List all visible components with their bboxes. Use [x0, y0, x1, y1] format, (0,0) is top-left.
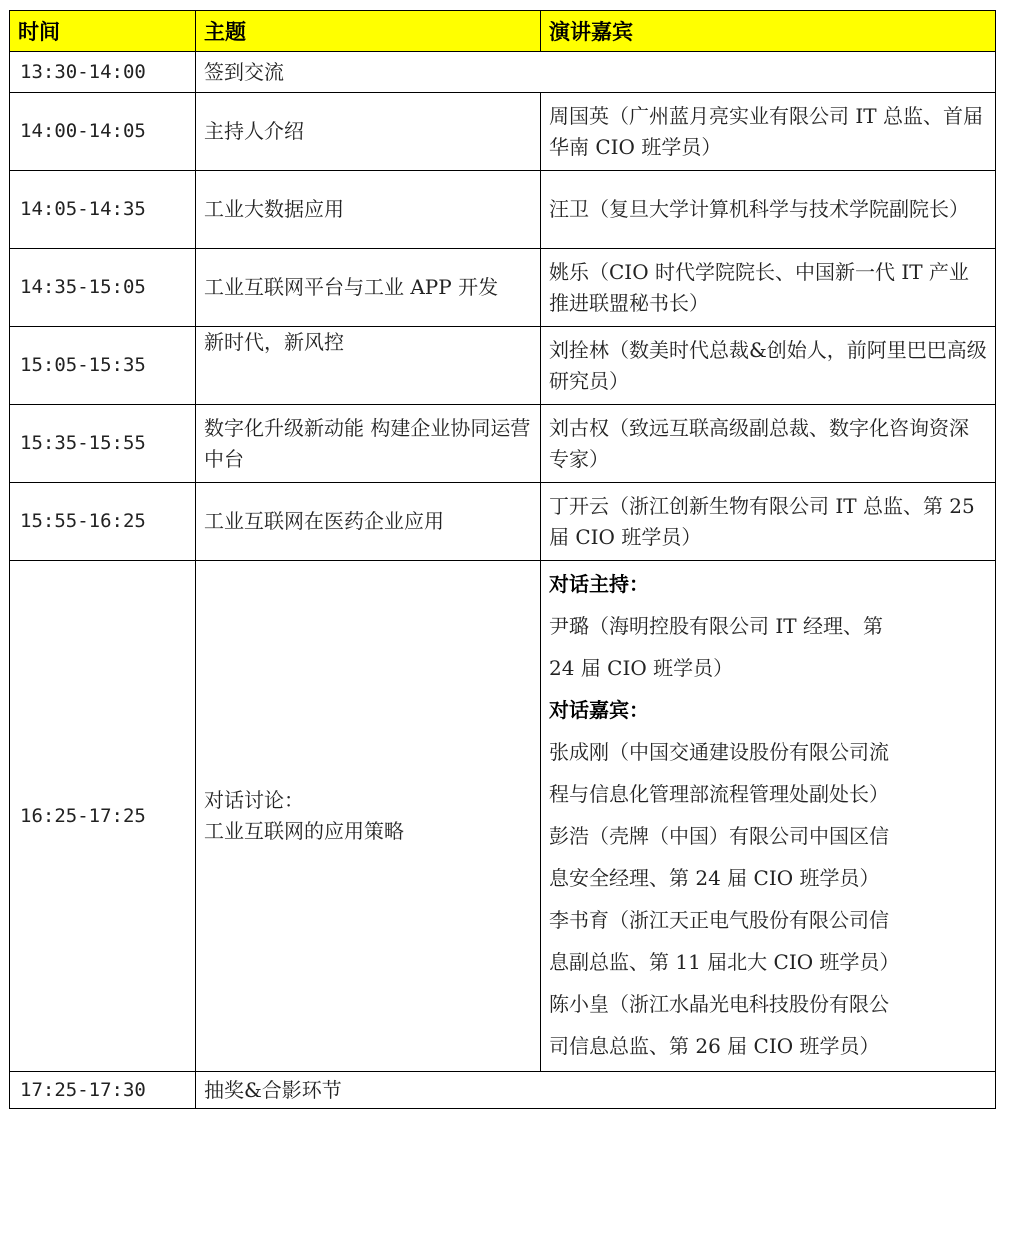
dialogue-topic-line: 工业互联网的应用策略: [204, 819, 404, 843]
header-row: [10, 11, 996, 52]
header-time: 时间: [10, 11, 196, 52]
time-cell: 13:30-14:00: [10, 52, 196, 93]
topic-cell: 工业互联网在医药企业应用: [196, 483, 541, 561]
guest-line: 息副总监、第 11 届北大 CIO 班学员）: [549, 950, 900, 974]
guest-line: 彭浩（壳牌（中国）有限公司中国区信: [549, 824, 889, 848]
time-cell: 15:55-16:25: [10, 483, 196, 561]
guest-line: 司信息总监、第 26 届 CIO 班学员）: [549, 1034, 880, 1058]
guest-line: 陈小皇（浙江水晶光电科技股份有限公: [549, 992, 889, 1016]
agenda-table: [9, 10, 996, 1109]
time-cell: 14:00-14:05: [10, 93, 196, 171]
host-line: 24 届 CIO 班学员）: [549, 656, 734, 680]
guest-line: 息安全经理、第 24 届 CIO 班学员）: [549, 866, 880, 890]
table-row: [10, 93, 996, 171]
dialogue-time-cell: 16:25-17:25: [10, 561, 196, 1072]
guest-heading: 对话嘉宾：: [549, 698, 649, 722]
table-row: [10, 249, 996, 327]
speaker-cell: 周国英（广州蓝月亮实业有限公司 IT 总监、首届华南 CIO 班学员）: [541, 93, 996, 171]
dialogue-row: [10, 561, 996, 1072]
table-row: [10, 1072, 996, 1109]
topic-cell: 主持人介绍: [196, 93, 541, 171]
header-speaker: 演讲嘉宾: [541, 11, 996, 52]
speaker-cell: 汪卫（复旦大学计算机科学与技术学院副院长）: [541, 171, 996, 249]
dialogue-topic-line: 对话讨论：: [204, 788, 304, 812]
table-row: [10, 171, 996, 249]
header-topic: 主题: [196, 11, 541, 52]
topic-cell: 工业大数据应用: [196, 171, 541, 249]
host-heading: 对话主持：: [549, 572, 649, 596]
speaker-cell: 姚乐（CIO 时代学院院长、中国新一代 IT 产业推进联盟秘书长）: [541, 249, 996, 327]
speaker-cell: 刘拴林（数美时代总裁&创始人，前阿里巴巴高级研究员）: [541, 327, 996, 405]
table-row: [10, 52, 996, 93]
time-cell: 14:05-14:35: [10, 171, 196, 249]
guest-line: 张成刚（中国交通建设股份有限公司流: [549, 740, 889, 764]
table-row: [10, 405, 996, 483]
topic-cell: 签到交流: [196, 52, 996, 93]
topic-cell: 新时代，新风控: [196, 327, 541, 405]
guest-line: 程与信息化管理部流程管理处副处长）: [549, 782, 889, 806]
time-cell: 15:05-15:35: [10, 327, 196, 405]
time-cell: 17:25-17:30: [10, 1072, 196, 1109]
topic-cell: 抽奖&合影环节: [196, 1072, 996, 1109]
time-cell: 14:35-15:05: [10, 249, 196, 327]
speaker-cell: 丁开云（浙江创新生物有限公司 IT 总监、第 25 届 CIO 班学员）: [541, 483, 996, 561]
guest-line: 李书育（浙江天正电气股份有限公司信: [549, 908, 889, 932]
dialogue-topic-cell: [196, 561, 541, 1072]
agenda-container: [9, 10, 995, 1109]
table-row: [10, 483, 996, 561]
topic-cell: 数字化升级新动能 构建企业协同运营中台: [196, 405, 541, 483]
table-row: [10, 327, 996, 405]
topic-cell: 工业互联网平台与工业 APP 开发: [196, 249, 541, 327]
host-line: 尹璐（海明控股有限公司 IT 经理、第: [549, 614, 883, 638]
time-cell: 15:35-15:55: [10, 405, 196, 483]
dialogue-speaker-cell: [541, 561, 996, 1072]
speaker-cell: 刘古权（致远互联高级副总裁、数字化咨询资深专家）: [541, 405, 996, 483]
